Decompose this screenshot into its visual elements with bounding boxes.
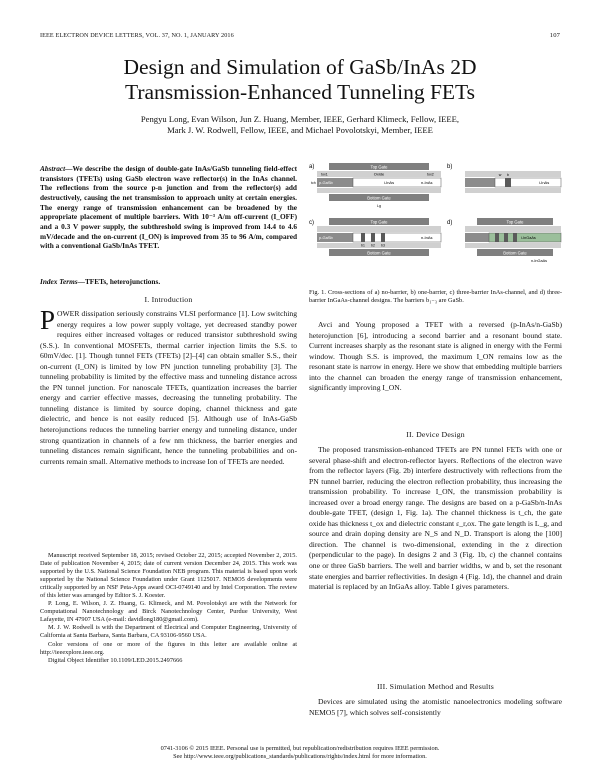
avci-paragraph: Avci and Young proposed a TFET with a reversed (p-InAs/n-GaSb) heterojunction [6], introducing a second barrier and a resonant bound state. Current increases sharply as the resonant state is aligned in energy with the Fermi window. Though S.S. is improved, the maximum I_ON remains low as the resonant state is narrow in energy. Here we show that embedding multiple barriers into the channel can broaden the energy range of transmission enhancement, significantly improving I_ON. [309,320,562,393]
panel-b [447,164,561,193]
panel-c-barrier-1 [361,233,365,242]
panel-b-w: w [498,173,502,177]
title-line-1: Design and Simulation of GaSb/InAs 2D [123,55,477,79]
index-terms-text: TFETs, heterojunctions. [84,277,161,286]
panel-d-label: d) [447,220,453,226]
panel-a-tox1: tox1 [321,172,328,177]
panel-a-source-label: p-GaSb [319,180,333,185]
panel-b-oxide-bottom [465,188,561,193]
panel-d-barrier-2 [504,233,508,242]
panel-b-channel [495,178,561,187]
paper-title [40,55,560,105]
figure-1-caption: Fig. 1. Cross-sections of a) no-barrier, b) one-barrier, c) three-barrier InAs-channel, and d) three-barrier InGaAs-channel designs. The barriers b₁₋₃ are GaSb. [309,289,562,305]
figure-1-diagram [309,160,562,272]
panel-d-barrier-3 [513,233,517,242]
panel-a-oxide-bottom [317,188,441,193]
panel-a [309,163,441,208]
panel-d-bottom-gate-label: Bottom Gate [503,250,527,256]
figure-1 [309,160,562,272]
panel-b-b: b [507,173,509,177]
panel-c-b3: b3 [381,243,385,248]
device-design-paragraph: The proposed transmission-enhanced TFETs are PN tunnel FETs with one or several phase-shift and electron-reflector layers. Reflections of the electron wave from the reflector layers (Fig. 2b) interfere destructively with reflections from the PN tunnel barrier, reducing the electron reflection probability, thus increasing the transmission probability. To increase I_ON, the transmission probability is increased over a broad energy range. The designs are based on a p-GaSb/n-InAs double-gate TFET, (design 1, Fig. 1a). The channel thickness is t_ch, the gate oxide has thickness t_ox and dielectric constant ε_r,ox. The gate length is L_g, and source and drain doping density are N_S and N_D. Transport is along the [100] direction. The channel is two-dimensional, extending in the z direction (perpendicular to the page). In designs 2 and 3 (Fig. 1b, c) the channel contains one or three GaSb barriers. The well and barrier widths, w and b, set the resonant state energies and barrier reflectivities. In design 4 (Fig. 1d), the channel and drain material is replaced by an InGaAs alloy. Table I gives parameters. [309,445,562,592]
intro-lead-word: OWER [57,309,80,318]
copyright-line-1: 0741-3106 © 2015 IEEE. Personal use is permitted, but republication/redistribution requires IEEE permission. [160,745,440,752]
drop-cap: P [40,305,56,335]
panel-c [309,218,441,256]
section-heading-introduction: I. Introduction [144,295,193,304]
panel-c-label: c) [309,220,314,226]
footnote-affiliation-1: P. Long, E. Wilson, J. Z. Huang, G. Klimeck, and M. Povolotskyi are with the Network for Computational Nanotechnology and Birck Nanotechnology Center, Purdue University, West Lafayette, IN 47907 USA (e-mail: davidlong180@gmail.com). [40,600,297,624]
authors-line-1: Pengyu Long, Evan Wilson, Jun Z. Huang, Member, IEEE, Gerhard Klimeck, Fellow, IEEE, [140,114,460,124]
footnote-doi: Digital Object Identifier 10.1109/LED.2015.2497666 [48,656,183,664]
panel-c-oxide-bottom [317,243,441,248]
panel-a-oxide-label: Oxide [373,171,385,177]
panel-d-barrier-1 [495,233,499,242]
panel-c-b2: b2 [371,243,375,248]
panel-c-drain-label: n-InAs [421,235,433,240]
footnote-color: Color versions of one or more of the figures in this letter are available online at http://ieeexplore.ieee.org. [40,640,297,656]
panel-c-b1: b1 [361,243,365,248]
panel-d-source [465,233,489,242]
abstract-text: We describe the design of double-gate InAs/GaSb tunneling field-effect transistors (TFETs) using GaSb electron wave reflector(s) in the InAs channel. The reflections from the source p-n junction and from the reflector(s) add destructively, causing the net transmission to approach unity at certain energies. The energy range of transmission enhancement can be broadened by the appropriate placement of multiple barriers. With 10⁻³ A/m off-current (I_OFF) and a 0.3 V power supply, the subthreshold swing is improved from 14.4 to 4.6 mV/decade and the on-current (I_ON) is improved from 35 to 96 A/m, compared with a conventional GaSb/InAs TFET. [40,164,297,251]
right-paragraph-2 [309,445,562,593]
intro-paragraph: dissipation seriously constrains VLSI performance [1]. Low switching energy requires a low power supply voltage, yet decreased standby power requires either increased voltages or reduced transistor subthreshold swing (S.S.). In conventional MOSFETs, thermal carrier injection limits the S.S. to 60mV/dec. [1]. Though tunnel FETs (TFETs) [2]–[4] can obtain smaller S.S., their on-current (I_ON) is limited by low PN junction tunneling probability [3]. The tunneling probability is limited by the effective mass and tunneling distance across the PN tunnel junction. For nanoscale TFETs, quantization increases the barrier energy and carrier effective masses, decreasing the tunneling probability. The tunneling distance is limited by source doping, channel thickness and gate dielectric, and hence is not easily reduced [5]. Although use of InAs-GaSb heterojunctions reduces the tunneling barrier energy and tunneling distance, under strong quantization in channels of a few nm thickness, the barrier energies and tunneling distances remain significant, hence the tunneling probabilities and on-currents remain small. Alternative methods to increase Ion of TFETs are needed. [40,309,297,466]
right-paragraph-3 [309,697,562,718]
simulation-paragraph: Devices are simulated using the atomistic nanoelectronics modeling software NEMO5 [7], which solves self-consistently [309,697,562,717]
panel-c-barrier-2 [371,233,375,242]
abstract-label: Abstract [40,164,66,173]
right-paragraph-1 [309,320,562,394]
panel-d [447,218,561,263]
panel-b-barrier-1 [505,178,511,187]
panel-d-oxide-bottom [465,243,561,248]
page-number: 107 [549,32,560,39]
panel-d-oxide-top [465,226,561,232]
panel-c-bottom-gate-label: Bottom Gate [367,250,391,256]
footnotes [40,552,297,665]
panel-b-oxide-top [465,171,561,177]
panel-c-barrier-3 [381,233,385,242]
authors-line-2: Mark J. W. Rodwell, Fellow, IEEE, and Michael Povolotskyi, Member, IEEE [167,125,433,136]
footnote-affiliation-2: M. J. W. Rodwell is with the Department of Electrical and Computer Engineering, University of California at Santa Barbara, Santa Barbara, CA 93106-9560 USA. [40,624,297,640]
footnote-received: Manuscript received September 18, 2015; revised October 22, 2015; accepted November 2, 2015. Date of publication November 4, 2015; date of current version December 24, 2015. This work was supported by the U.S. National Science Foundation NEB program. This material is based upon work supported by the National Science Foundation under Grant 1125017. NEMO5 developments were critically supported by an NSF Peta-Apps award OCI-0749140 and by Intel Corporation. The review of this letter was arranged by Editor S. J. Koester. [40,552,297,600]
panel-d-drain-label: n-InGaAs [531,259,548,263]
running-header: IEEE ELECTRON DEVICE LETTERS, VOL. 37, NO. 1, JANUARY 2016 [40,32,234,39]
abstract: Abstract—We describe the design of double-gate InAs/GaSb tunneling field-effect transistors (TFETs) using GaSb electron wave reflector(s) in the InAs channel. The reflections from the source p-n junction and from the reflector(s) add destructively, causing the net transmission to approach unity at certain energies. The energy range of transmission enhancement can be broadened by the appropriate placement of multiple barriers. With 10⁻³ A/m off-current (I_OFF) and a 0.3 V power supply, the subthreshold swing is improved from 14.4 to 4.6 mV/decade and the on-current (I_ON) is improved from 35 to 96 A/m, compared with a conventional GaSb/InAs TFET. [40,164,297,251]
panel-a-drain-label: n-InAs [421,180,433,185]
panel-a-tch: tch [311,181,316,185]
panel-b-source [465,178,495,187]
panel-a-top-gate-label: Top Gate [370,164,388,170]
panel-a-channel-label: i-InAs [383,180,395,185]
panel-c-oxide-top [317,226,441,232]
panel-b-label: b) [447,164,453,170]
author-list [60,114,540,136]
panel-c-top-gate-label: Top Gate [370,219,388,225]
panel-b-channel-label: i-InAs [539,180,550,185]
section-heading-simulation: III. Simulation Method and Results [376,682,495,691]
copyright-line-2: See http://www.ieee.org/publications_standards/publications/rights/index.html for more information. [173,753,427,761]
index-terms: Index Terms—TFETs, heterojunctions. [40,277,161,286]
panel-a-label: a) [309,164,315,170]
panel-a-tox2: tox2 [427,172,434,177]
panel-d-channel-label: i-InGaAs [521,236,536,240]
introduction-body [40,305,297,467]
panel-a-bottom-gate-label: Bottom Gate [367,195,391,201]
panel-d-top-gate-label: Top Gate [506,219,524,225]
title-line-2: Transmission-Enhanced Tunneling FETs [124,80,476,104]
panel-c-source-label: p-GaSb [319,235,333,240]
copyright-footer [40,745,560,761]
panel-a-lg: Lg [377,204,381,208]
section-heading-device-design: II. Device Design [406,430,465,439]
index-terms-label: Index Terms [40,277,78,286]
